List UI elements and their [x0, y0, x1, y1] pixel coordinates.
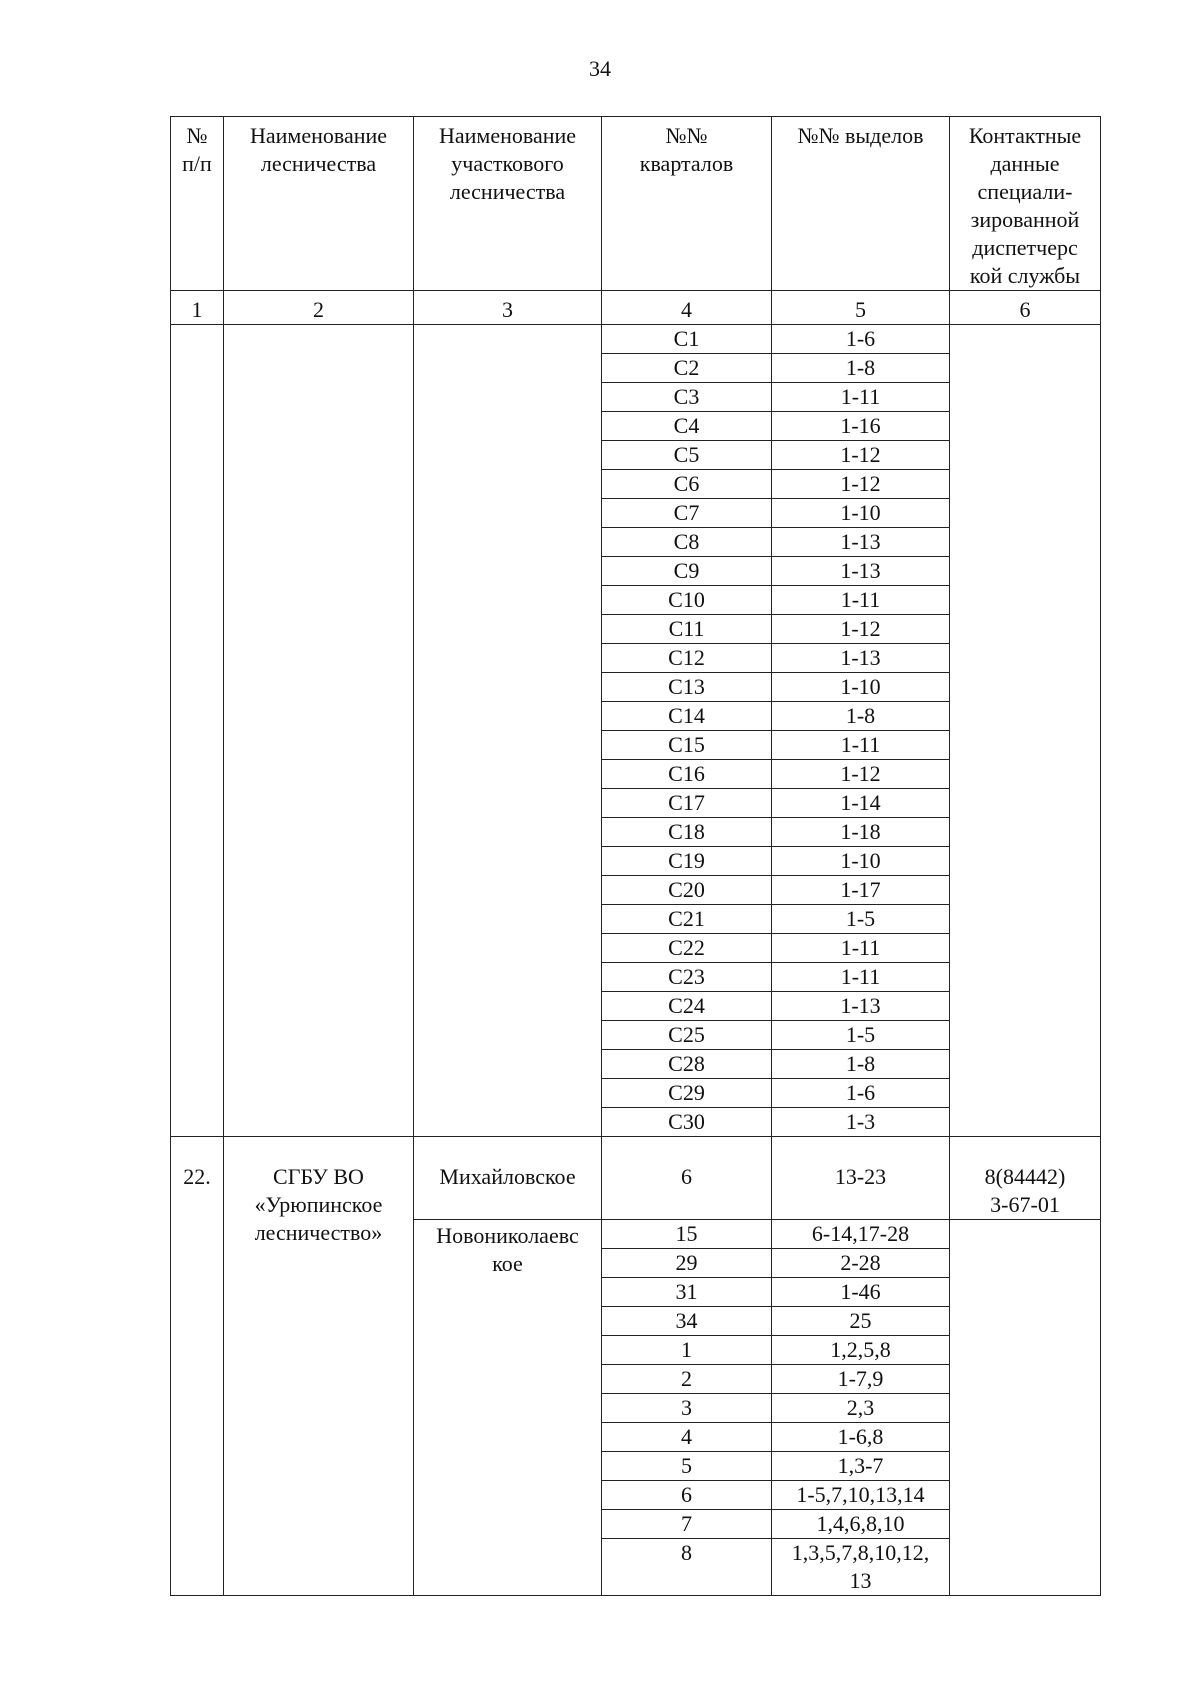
empty-forestry-cell — [224, 412, 414, 441]
entry-number-cell: 22. — [171, 1137, 224, 1596]
header-cell-quarters — [602, 117, 772, 291]
table-row — [171, 1137, 1101, 1220]
empty-num-cell — [171, 789, 224, 818]
column-number-row — [171, 291, 1101, 325]
empty-contact-cell — [950, 818, 1101, 847]
empty-contact-cell — [950, 1220, 1101, 1596]
quarter-cell: С15 — [602, 731, 772, 760]
quarter-cell: С19 — [602, 847, 772, 876]
table-row — [171, 702, 1101, 731]
empty-contact-cell — [950, 905, 1101, 934]
section-cell: 1-11 — [772, 586, 950, 615]
table-row — [171, 934, 1101, 963]
empty-district-cell — [414, 992, 602, 1021]
table-body — [171, 325, 1101, 1596]
section-cell: 1-11 — [772, 383, 950, 412]
table-row — [171, 1108, 1101, 1137]
empty-num-cell — [171, 499, 224, 528]
section-cell: 1-3 — [772, 1108, 950, 1137]
empty-num-cell — [171, 731, 224, 760]
quarter-cell: 5 — [602, 1452, 772, 1481]
quarter-cell: С7 — [602, 499, 772, 528]
table-row — [171, 992, 1101, 1021]
column-number: 1 — [171, 291, 224, 325]
empty-contact-cell — [950, 615, 1101, 644]
quarter-cell: С24 — [602, 992, 772, 1021]
quarter-cell: С14 — [602, 702, 772, 731]
empty-num-cell — [171, 818, 224, 847]
empty-num-cell — [171, 412, 224, 441]
empty-num-cell — [171, 325, 224, 354]
empty-forestry-cell — [224, 992, 414, 1021]
quarter-cell: С1 — [602, 325, 772, 354]
section-cell: 1-11 — [772, 963, 950, 992]
section-cell: 2,3 — [772, 1394, 950, 1423]
empty-district-cell — [414, 354, 602, 383]
empty-contact-cell — [950, 528, 1101, 557]
table-row — [171, 818, 1101, 847]
table-row — [171, 470, 1101, 499]
empty-num-cell — [171, 992, 224, 1021]
section-cell: 1-7,9 — [772, 1365, 950, 1394]
quarter-cell: 1 — [602, 1336, 772, 1365]
empty-district-cell — [414, 441, 602, 470]
table-row — [171, 412, 1101, 441]
empty-num-cell — [171, 383, 224, 412]
table-row — [171, 1050, 1101, 1079]
table-row — [171, 789, 1101, 818]
empty-contact-cell — [950, 963, 1101, 992]
empty-forestry-cell — [224, 905, 414, 934]
section-cell: 1-5 — [772, 905, 950, 934]
empty-district-cell — [414, 673, 602, 702]
empty-district-cell — [414, 731, 602, 760]
empty-num-cell — [171, 876, 224, 905]
empty-forestry-cell — [224, 354, 414, 383]
section-cell: 25 — [772, 1307, 950, 1336]
section-cell: 1-12 — [772, 441, 950, 470]
section-cell: 1-17 — [772, 876, 950, 905]
quarter-cell: 15 — [602, 1220, 772, 1249]
column-number: 2 — [224, 291, 414, 325]
quarter-cell: С10 — [602, 586, 772, 615]
quarter-cell: С29 — [602, 1079, 772, 1108]
empty-district-cell — [414, 760, 602, 789]
section-cell: 1-18 — [772, 818, 950, 847]
header-row — [171, 117, 1101, 291]
header-num: № п/п — [182, 123, 212, 176]
section-cell: 1-12 — [772, 615, 950, 644]
empty-forestry-cell — [224, 557, 414, 586]
section-cell: 1-6,8 — [772, 1423, 950, 1452]
header-forestry: Наименование лесничества — [249, 123, 388, 176]
table-row — [171, 499, 1101, 528]
header-sections: №№ выделов — [797, 123, 924, 148]
quarter-cell: С9 — [602, 557, 772, 586]
column-number: 5 — [772, 291, 950, 325]
empty-num-cell — [171, 1079, 224, 1108]
empty-contact-cell — [950, 789, 1101, 818]
empty-district-cell — [414, 470, 602, 499]
empty-num-cell — [171, 557, 224, 586]
empty-district-cell — [414, 528, 602, 557]
quarter-cell: С5 — [602, 441, 772, 470]
empty-num-cell — [171, 354, 224, 383]
empty-num-cell — [171, 1021, 224, 1050]
quarter-cell: С8 — [602, 528, 772, 557]
empty-forestry-cell — [224, 1050, 414, 1079]
table-row — [171, 325, 1101, 354]
quarter-cell: 2 — [602, 1365, 772, 1394]
quarter-cell: С23 — [602, 963, 772, 992]
section-cell: 1-16 — [772, 412, 950, 441]
district-name-cell: Михайловское — [414, 1137, 602, 1220]
section-cell: 1-13 — [772, 557, 950, 586]
district-name-cell: Новониколаевс кое — [414, 1220, 602, 1596]
quarter-cell: С22 — [602, 934, 772, 963]
empty-district-cell — [414, 644, 602, 673]
quarter-cell: 6 — [602, 1481, 772, 1510]
empty-contact-cell — [950, 586, 1101, 615]
quarter-cell: С28 — [602, 1050, 772, 1079]
section-cell: 1-46 — [772, 1278, 950, 1307]
header-cell-num — [171, 117, 224, 291]
quarter-cell: 3 — [602, 1394, 772, 1423]
quarter-cell: С16 — [602, 760, 772, 789]
quarter-cell: С21 — [602, 905, 772, 934]
quarter-cell: 7 — [602, 1510, 772, 1539]
empty-forestry-cell — [224, 963, 414, 992]
table-row — [171, 644, 1101, 673]
header-district: Наименование участкового лесничества — [438, 123, 577, 204]
empty-forestry-cell — [224, 441, 414, 470]
empty-num-cell — [171, 760, 224, 789]
empty-contact-cell — [950, 702, 1101, 731]
forestry-name-cell: СГБУ ВО «Урюпинское лесничество» — [224, 1137, 414, 1596]
empty-forestry-cell — [224, 499, 414, 528]
empty-district-cell — [414, 789, 602, 818]
header-cell-contacts — [950, 117, 1101, 291]
table-row — [171, 963, 1101, 992]
quarter-cell: С4 — [602, 412, 772, 441]
empty-contact-cell — [950, 412, 1101, 441]
contact-cell: 8(84442) 3-67-01 — [950, 1137, 1101, 1220]
empty-district-cell — [414, 1050, 602, 1079]
table-row — [171, 1079, 1101, 1108]
section-cell: 1-13 — [772, 644, 950, 673]
quarter-cell: С30 — [602, 1108, 772, 1137]
section-cell: 1-6 — [772, 1079, 950, 1108]
empty-contact-cell — [950, 325, 1101, 354]
table-row — [171, 673, 1101, 702]
empty-contact-cell — [950, 1050, 1101, 1079]
empty-contact-cell — [950, 992, 1101, 1021]
empty-forestry-cell — [224, 644, 414, 673]
empty-district-cell — [414, 557, 602, 586]
empty-district-cell — [414, 702, 602, 731]
empty-district-cell — [414, 499, 602, 528]
empty-num-cell — [171, 673, 224, 702]
empty-forestry-cell — [224, 1079, 414, 1108]
empty-num-cell — [171, 905, 224, 934]
empty-num-cell — [171, 615, 224, 644]
empty-contact-cell — [950, 934, 1101, 963]
table-row — [171, 905, 1101, 934]
empty-district-cell — [414, 847, 602, 876]
empty-contact-cell — [950, 441, 1101, 470]
quarter-cell: 6 — [602, 1137, 772, 1220]
section-cell: 1-8 — [772, 1050, 950, 1079]
empty-num-cell — [171, 470, 224, 499]
empty-contact-cell — [950, 557, 1101, 586]
quarter-cell: С11 — [602, 615, 772, 644]
empty-district-cell — [414, 383, 602, 412]
section-cell: 1,2,5,8 — [772, 1336, 950, 1365]
quarter-cell: 4 — [602, 1423, 772, 1452]
table-row — [171, 876, 1101, 905]
quarter-cell: С3 — [602, 383, 772, 412]
empty-forestry-cell — [224, 847, 414, 876]
empty-forestry-cell — [224, 470, 414, 499]
quarter-cell: С20 — [602, 876, 772, 905]
empty-district-cell — [414, 615, 602, 644]
empty-contact-cell — [950, 644, 1101, 673]
quarter-cell: С12 — [602, 644, 772, 673]
table-row — [171, 557, 1101, 586]
empty-district-cell — [414, 325, 602, 354]
empty-district-cell — [414, 586, 602, 615]
header-contacts: Контактные данные специали- зированной диспетчерс кой службы — [968, 123, 1082, 288]
empty-forestry-cell — [224, 760, 414, 789]
empty-forestry-cell — [224, 325, 414, 354]
table-row — [171, 586, 1101, 615]
empty-district-cell — [414, 1079, 602, 1108]
quarter-cell: С17 — [602, 789, 772, 818]
quarter-cell: С13 — [602, 673, 772, 702]
quarter-cell: 31 — [602, 1278, 772, 1307]
section-cell: 1-5,7,10,13,14 — [772, 1481, 950, 1510]
empty-district-cell — [414, 934, 602, 963]
empty-forestry-cell — [224, 1108, 414, 1137]
empty-contact-cell — [950, 1108, 1101, 1137]
section-cell: 1-10 — [772, 673, 950, 702]
forestry-table — [170, 116, 1101, 1596]
table-row — [171, 1021, 1101, 1050]
section-cell: 1-10 — [772, 499, 950, 528]
empty-num-cell — [171, 528, 224, 557]
quarter-cell: С2 — [602, 354, 772, 383]
section-cell: 1,3,5,7,8,10,12, 13 — [772, 1539, 950, 1596]
section-cell: 1-8 — [772, 354, 950, 383]
section-cell: 1,4,6,8,10 — [772, 1510, 950, 1539]
section-cell: 1-10 — [772, 847, 950, 876]
empty-contact-cell — [950, 876, 1101, 905]
section-cell: 13-23 — [772, 1137, 950, 1220]
quarter-cell: 34 — [602, 1307, 772, 1336]
empty-num-cell — [171, 1050, 224, 1079]
table-row — [171, 383, 1101, 412]
empty-forestry-cell — [224, 731, 414, 760]
section-cell: 1-12 — [772, 760, 950, 789]
empty-contact-cell — [950, 1021, 1101, 1050]
empty-contact-cell — [950, 1079, 1101, 1108]
column-number: 4 — [602, 291, 772, 325]
table-header — [171, 117, 1101, 325]
empty-district-cell — [414, 818, 602, 847]
empty-contact-cell — [950, 673, 1101, 702]
quarter-cell: 8 — [602, 1539, 772, 1596]
section-cell: 1-5 — [772, 1021, 950, 1050]
table-row — [171, 528, 1101, 557]
empty-contact-cell — [950, 470, 1101, 499]
section-cell: 1-12 — [772, 470, 950, 499]
empty-contact-cell — [950, 760, 1101, 789]
header-quarters: №№ кварталов — [639, 123, 734, 176]
table-row — [171, 847, 1101, 876]
table-row — [171, 615, 1101, 644]
empty-num-cell — [171, 586, 224, 615]
empty-forestry-cell — [224, 789, 414, 818]
column-number: 6 — [950, 291, 1101, 325]
section-cell: 1-11 — [772, 934, 950, 963]
quarter-cell: С6 — [602, 470, 772, 499]
column-number: 3 — [414, 291, 602, 325]
page-number: 34 — [589, 56, 611, 81]
section-cell: 1-13 — [772, 528, 950, 557]
empty-forestry-cell — [224, 383, 414, 412]
header-cell-district — [414, 117, 602, 291]
section-cell: 1-13 — [772, 992, 950, 1021]
empty-forestry-cell — [224, 528, 414, 557]
table-row — [171, 760, 1101, 789]
empty-contact-cell — [950, 499, 1101, 528]
empty-district-cell — [414, 876, 602, 905]
empty-district-cell — [414, 1108, 602, 1137]
empty-forestry-cell — [224, 818, 414, 847]
quarter-cell: С18 — [602, 818, 772, 847]
empty-district-cell — [414, 1021, 602, 1050]
table-row — [171, 731, 1101, 760]
section-cell: 1-6 — [772, 325, 950, 354]
empty-num-cell — [171, 441, 224, 470]
empty-contact-cell — [950, 731, 1101, 760]
table-row — [171, 441, 1101, 470]
section-cell: 1-11 — [772, 731, 950, 760]
empty-contact-cell — [950, 847, 1101, 876]
empty-num-cell — [171, 702, 224, 731]
empty-forestry-cell — [224, 1021, 414, 1050]
empty-forestry-cell — [224, 615, 414, 644]
section-cell: 1,3-7 — [772, 1452, 950, 1481]
empty-num-cell — [171, 847, 224, 876]
section-cell: 6-14,17-28 — [772, 1220, 950, 1249]
quarter-cell: 29 — [602, 1249, 772, 1278]
empty-forestry-cell — [224, 673, 414, 702]
empty-num-cell — [171, 644, 224, 673]
quarter-cell: С25 — [602, 1021, 772, 1050]
empty-forestry-cell — [224, 702, 414, 731]
section-cell: 1-14 — [772, 789, 950, 818]
section-cell: 2-28 — [772, 1249, 950, 1278]
empty-num-cell — [171, 934, 224, 963]
table-row — [171, 354, 1101, 383]
header-cell-sections — [772, 117, 950, 291]
empty-contact-cell — [950, 383, 1101, 412]
empty-contact-cell — [950, 354, 1101, 383]
empty-district-cell — [414, 963, 602, 992]
header-cell-forestry — [224, 117, 414, 291]
empty-num-cell — [171, 1108, 224, 1137]
empty-district-cell — [414, 905, 602, 934]
section-cell: 1-8 — [772, 702, 950, 731]
empty-forestry-cell — [224, 876, 414, 905]
empty-forestry-cell — [224, 934, 414, 963]
empty-district-cell — [414, 412, 602, 441]
empty-forestry-cell — [224, 586, 414, 615]
empty-num-cell — [171, 963, 224, 992]
